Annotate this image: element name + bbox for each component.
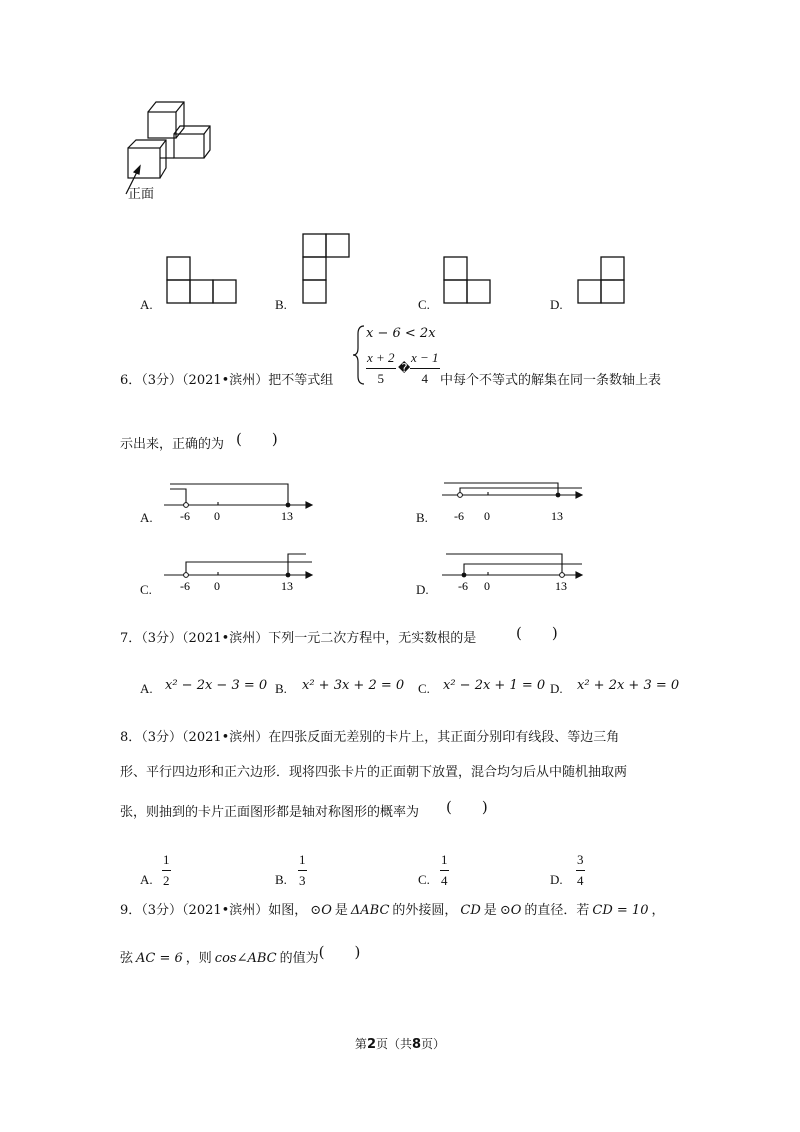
q9-line2-text-1: 弦	[120, 951, 134, 966]
q6-c-tick-0: 0	[214, 579, 220, 593]
q9-triangle: ΔABC	[350, 903, 390, 918]
q8-option-d-label[interactable]: D.	[550, 872, 563, 887]
q5-option-b-figure[interactable]	[302, 233, 352, 307]
q9-line2-text-3: 的值为	[279, 951, 319, 966]
page-footer	[0, 1038, 800, 1051]
q9-ac-value: AC = 6	[136, 951, 183, 966]
q6-d-tick-0: 0	[484, 579, 490, 593]
q7-option-c-label[interactable]: C.	[418, 681, 430, 696]
q9-cos-abc: cos∠ABC	[214, 951, 277, 966]
q6-b-tick-0: 0	[484, 509, 490, 523]
q9-cd: CD	[460, 903, 481, 918]
footer-mid: 页（共	[375, 1037, 412, 1051]
q6-answer-paren: ( )	[236, 430, 278, 448]
q6-a-tick-neg6: -6	[180, 509, 190, 523]
q6-line2: 示出来，正确的为	[120, 437, 225, 452]
q9-circle-o: ⊙O	[310, 903, 332, 918]
q6-b-tick-13: 13	[551, 509, 563, 523]
q5-option-b-label[interactable]: B.	[275, 297, 287, 312]
q6-option-d-numberline[interactable]	[438, 548, 588, 594]
q6-option-c-label[interactable]: C.	[140, 582, 152, 597]
q6-option-b-numberline[interactable]	[438, 478, 588, 524]
q6-b-tick-neg6: -6	[454, 509, 464, 523]
q6-a-tick-13: 13	[281, 509, 293, 523]
q6-c-tick-13: 13	[281, 579, 293, 593]
q6-option-d-label[interactable]: D.	[416, 582, 429, 597]
q9-text-1: 9．（3分）（2021•滨州）如图，	[120, 903, 308, 918]
q8-option-b-label[interactable]: B.	[275, 872, 287, 887]
q7-option-d-equation[interactable]: x² + 2x + 3 = 0	[577, 678, 680, 693]
q7-option-d-label[interactable]: D.	[550, 681, 563, 696]
footer-pre: 第	[354, 1037, 367, 1051]
front-label: 正面	[128, 187, 155, 202]
q6-d-tick-13: 13	[555, 579, 567, 593]
q8-option-d-fraction[interactable]: $\frac{3}{4}$	[577, 852, 584, 888]
q8-option-c-label[interactable]: C.	[418, 872, 430, 887]
q6-system-line1: x − 6 < 2x	[366, 326, 436, 341]
q5-option-c-figure[interactable]	[443, 256, 495, 306]
q5-option-d-label[interactable]: D.	[550, 297, 563, 312]
q6-prefix: 6．（3分）（2021•滨州）把不等式组	[120, 373, 334, 388]
q5-option-a-label[interactable]: A.	[140, 297, 153, 312]
footer-total-pages: 8	[412, 1037, 422, 1052]
q6-d-tick-neg6: -6	[458, 579, 468, 593]
q6-suffix: 中每个不等式的解集在同一条数轴上表	[440, 373, 662, 388]
q8-answer-paren: ( )	[446, 798, 488, 816]
q9-line2	[120, 943, 361, 966]
q6-option-c-numberline[interactable]	[160, 548, 320, 594]
q8-line1: 8．（3分）（2021•滨州）在四张反面无差别的卡片上，其正面分别印有线段、等边三角	[120, 730, 620, 745]
q9-text-3: 的外接圆，	[392, 903, 458, 918]
q6-option-b-label[interactable]: B.	[416, 510, 428, 525]
footer-page-number: 2	[366, 1037, 376, 1052]
q8-line2: 形、平行四边形和正六边形．现将四张卡片的正面朝下放置，混合均匀后从中随机抽取两	[120, 765, 628, 780]
q7-option-a-equation[interactable]: x² − 2x − 3 = 0	[165, 678, 268, 693]
q7-stem: 7．（3分）（2021•滨州）下列一元二次方程中，无实数根的是	[120, 631, 477, 646]
q7-option-b-equation[interactable]: x² + 3x + 2 = 0	[302, 678, 405, 693]
q8-line3: 张，则抽到的卡片正面图形都是轴对称图形的概率为	[120, 805, 420, 820]
q7-option-c-equation[interactable]: x² − 2x + 1 = 0	[443, 678, 546, 693]
q6-left-fraction: $\frac{x + 2}{5}$	[367, 350, 395, 386]
q6-right-fraction: $\frac{x - 1}{4}$	[411, 350, 439, 386]
q7-answer-paren: ( )	[516, 624, 558, 642]
q6-option-a-numberline[interactable]	[160, 478, 320, 524]
q9-cd-value: CD = 10	[592, 903, 649, 918]
q5-option-a-figure[interactable]	[166, 256, 240, 306]
q8-option-a-fraction[interactable]: $\frac{1}{2}$	[163, 852, 170, 888]
q8-option-a-label[interactable]: A.	[140, 872, 153, 887]
q9-text-2: 是	[334, 903, 348, 918]
q5-option-d-figure[interactable]	[577, 256, 629, 306]
q6-option-a-label[interactable]: A.	[140, 510, 153, 525]
q9-text-6: ，	[651, 903, 665, 918]
q6-inequality-sign: �	[398, 361, 411, 375]
q5-option-c-label[interactable]: C.	[418, 297, 430, 312]
q7-option-b-label[interactable]: B.	[275, 681, 287, 696]
footer-post: 页）	[421, 1037, 446, 1051]
q6-system-brace	[352, 324, 366, 386]
q6-a-tick-0: 0	[214, 509, 220, 523]
q9-line2-text-2: ，则	[185, 951, 212, 966]
q9-text-4: 是	[483, 903, 497, 918]
q9-line1	[120, 904, 664, 917]
q9-answer-paren: ( )	[318, 943, 361, 961]
q7-option-a-label[interactable]: A.	[140, 681, 153, 696]
q8-option-c-fraction[interactable]: $\frac{1}{4}$	[441, 852, 448, 888]
q9-circle-o-2: ⊙O	[499, 903, 522, 918]
q8-option-b-fraction[interactable]: $\frac{1}{3}$	[299, 852, 306, 888]
q6-c-tick-neg6: -6	[180, 579, 190, 593]
q9-text-5: 的直径．若	[524, 903, 590, 918]
